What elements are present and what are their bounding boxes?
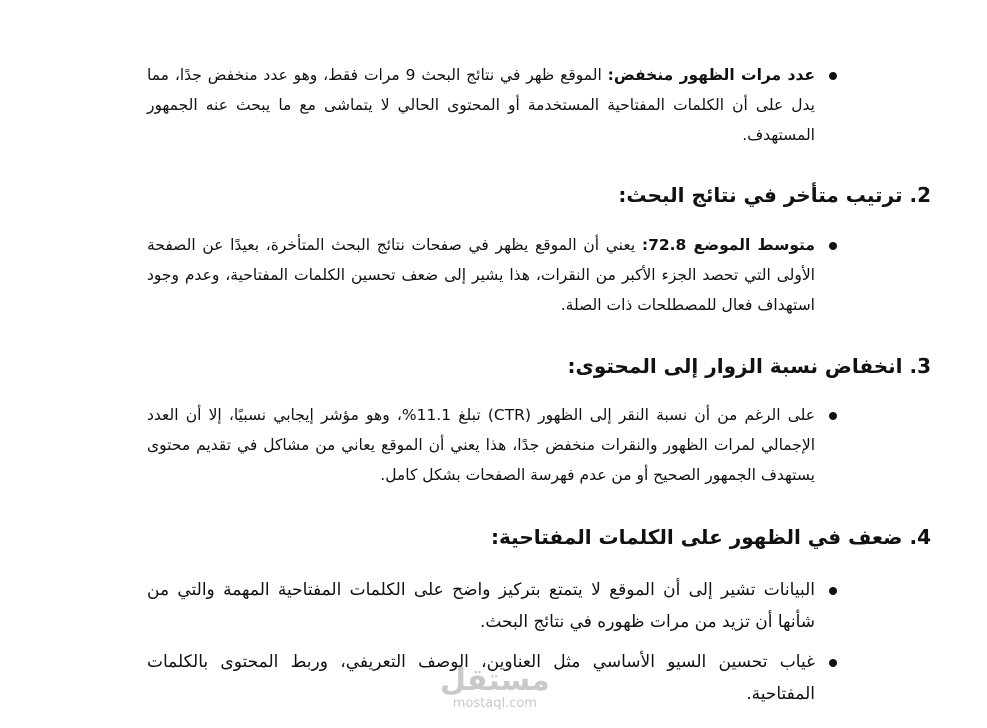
bullet-average-position <box>147 230 837 320</box>
bullet-dot <box>829 72 837 80</box>
bullet-body: الموقع ظهر في نتائج البحث 9 مرات فقط، وهو عدد منخفض جدًا، مما يدل على أن الكلمات المفتاحية المستخدمة أو المحتوى الحالي لا يتماشى مع ما يبحث عنه الجمهور المستهدف. <box>147 66 815 144</box>
bullet-basic-seo <box>147 646 837 710</box>
bullet-text <box>147 60 815 150</box>
bullet-text <box>147 230 815 320</box>
bullet-lead: عدد مرات الظهور منخفض: <box>607 66 815 84</box>
bullet-keywords-focus <box>147 574 837 638</box>
bullet-low-impressions <box>147 60 837 150</box>
bullet-ctr <box>147 400 837 490</box>
bullet-lead: متوسط الموضع 72.8: <box>641 236 815 254</box>
watermark-domain: mostaql.com <box>452 696 537 711</box>
heading-late-ranking: 2. ترتيب متأخر في نتائج البحث: <box>618 183 931 207</box>
heading-weak-keywords: 4. ضعف في الظهور على الكلمات المفتاحية: <box>491 525 931 549</box>
bullet-dot <box>829 659 837 667</box>
watermark-brand: مستقل <box>440 663 550 698</box>
bullet-body: غياب تحسين السيو الأساسي مثل العناوين، الوصف التعريفي، وربط المحتوى بالكلمات المفتاحية. <box>147 652 815 704</box>
heading-low-visitors: 3. انخفاض نسبة الزوار إلى المحتوى: <box>567 354 931 378</box>
bullet-dot <box>829 242 837 250</box>
bullet-body: على الرغم من أن نسبة النقر إلى الظهور (CTR) تبلغ 11.1%، وهو مؤشر إيجابي نسبيًا، إلا أن العدد الإجمالي لمرات الظهور والنقرات منخفض جدًا، هذا يعني أن الموقع يعاني من مشاكل في تقديم محتوى يستهدف الجمهور الصحيح أو من عدم فهرسة الصفحات بشكل كامل. <box>147 406 815 484</box>
bullet-body: البيانات تشير إلى أن الموقع لا يتمتع بتركيز واضح على الكلمات المفتاحية المهمة والتي من شأنها أن تزيد من مرات ظهوره في نتائج البحث. <box>147 580 815 632</box>
bullet-dot <box>829 587 837 595</box>
bullet-body: يعني أن الموقع يظهر في صفحات نتائج البحث المتأخرة، بعيدًا عن الصفحة الأولى التي تحصد الجزء الأكبر من النقرات، هذا يشير إلى ضعف تحسين الكلمات المفتاحية، وعدم وجود استهداف فعال للمصطلحات ذات الصلة. <box>147 236 815 314</box>
bullet-dot <box>829 412 837 420</box>
